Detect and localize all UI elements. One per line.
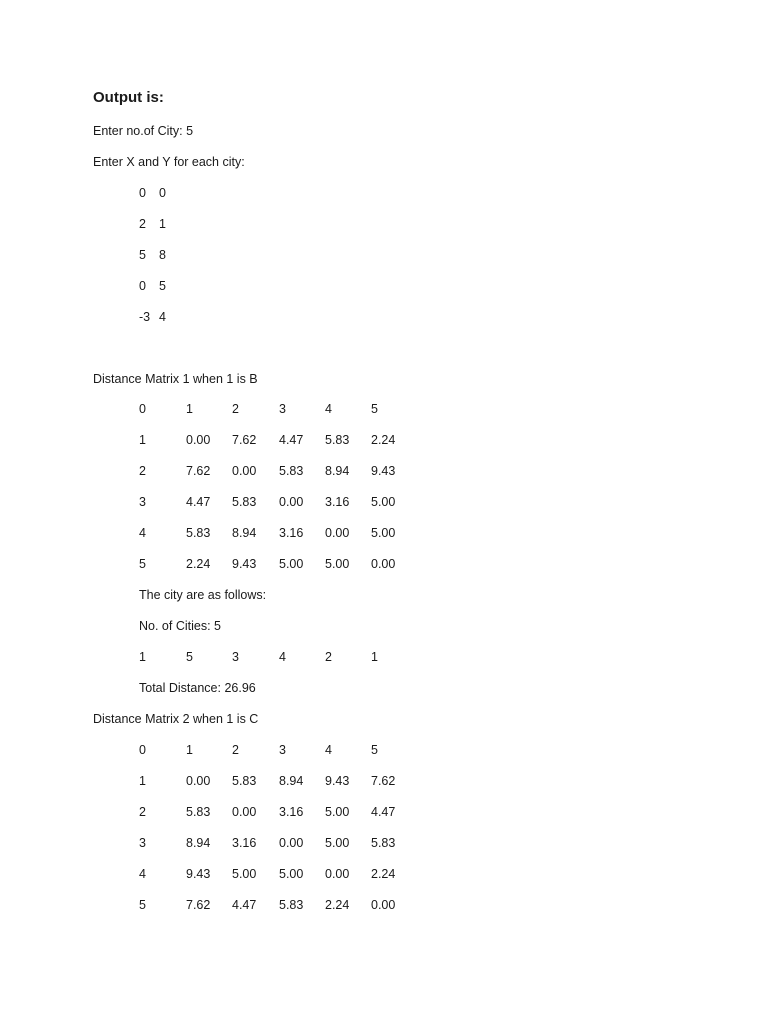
matrix-cell: 2.24 xyxy=(325,898,350,912)
coord-x: 0 xyxy=(139,186,146,200)
matrix-cell: 5.00 xyxy=(325,805,350,819)
matrix-cell: 0.00 xyxy=(371,898,396,912)
matrix-cell: 3 xyxy=(279,402,286,416)
matrix-cell: 0.00 xyxy=(325,867,350,881)
matrix-cell: 1 xyxy=(139,433,146,447)
route-city: 1 xyxy=(139,650,146,664)
matrix-cell: 3.16 xyxy=(232,836,257,850)
coord-y: 5 xyxy=(159,279,166,293)
matrix-cell: 5 xyxy=(371,743,378,757)
coord-y: 8 xyxy=(159,248,166,262)
matrix-cell: 4.47 xyxy=(279,433,304,447)
matrix-cell: 0.00 xyxy=(186,433,211,447)
matrix-cell: 5.83 xyxy=(232,774,257,788)
matrix-cell: 2 xyxy=(139,805,146,819)
matrix-cell: 1 xyxy=(186,743,193,757)
route-city: 2 xyxy=(325,650,332,664)
city-note: The city are as follows: xyxy=(139,588,267,602)
matrix-cell: 3 xyxy=(139,495,146,509)
matrix-cell: 5.00 xyxy=(325,836,350,850)
matrix-cell: 8.94 xyxy=(325,464,350,478)
matrix-cell: 7.62 xyxy=(186,898,211,912)
matrix-cell: 5.00 xyxy=(279,867,304,881)
matrix-cell: 0 xyxy=(139,743,146,757)
route-city: 4 xyxy=(279,650,286,664)
coord-x: -3 xyxy=(139,310,151,324)
coord-y: 4 xyxy=(159,310,166,324)
matrix-cell: 9.43 xyxy=(371,464,396,478)
matrix-cell: 5.83 xyxy=(371,836,396,850)
matrix-cell: 0.00 xyxy=(371,557,396,571)
matrix-cell: 2 xyxy=(232,743,239,757)
matrix-cell: 2 xyxy=(232,402,239,416)
matrix-cell: 2 xyxy=(139,464,146,478)
matrix-cell: 7.62 xyxy=(186,464,211,478)
prompt-cities: Enter no.of City: 5 xyxy=(93,124,194,138)
route-city: 1 xyxy=(371,650,378,664)
route-city: 3 xyxy=(232,650,239,664)
matrix-cell: 2.24 xyxy=(371,867,396,881)
matrix-cell: 5 xyxy=(371,402,378,416)
matrix-cell: 5.83 xyxy=(325,433,350,447)
matrix-cell: 9.43 xyxy=(325,774,350,788)
matrix-cell: 3 xyxy=(139,836,146,850)
matrix-cell: 0.00 xyxy=(232,464,257,478)
coord-x: 5 xyxy=(139,248,146,262)
matrix-cell: 9.43 xyxy=(186,867,211,881)
matrix-cell: 4 xyxy=(325,402,332,416)
matrix-cell: 4.47 xyxy=(232,898,257,912)
coord-x: 2 xyxy=(139,217,146,231)
matrix-cell: 7.62 xyxy=(371,774,396,788)
matrix1-title: Distance Matrix 1 when 1 is B xyxy=(93,372,258,386)
matrix-cell: 0.00 xyxy=(279,495,304,509)
matrix-cell: 0 xyxy=(139,402,146,416)
matrix-cell: 8.94 xyxy=(232,526,257,540)
matrix-cell: 2.24 xyxy=(186,557,211,571)
matrix-cell: 9.43 xyxy=(232,557,257,571)
matrix-cell: 3.16 xyxy=(325,495,350,509)
output-heading: Output is: xyxy=(93,89,164,106)
matrix-cell: 5.00 xyxy=(371,526,396,540)
matrix-cell: 5.83 xyxy=(279,464,304,478)
matrix-cell: 2.24 xyxy=(371,433,396,447)
matrix-cell: 5.83 xyxy=(186,526,211,540)
matrix-cell: 3.16 xyxy=(279,805,304,819)
matrix-cell: 7.62 xyxy=(232,433,257,447)
matrix-cell: 4 xyxy=(325,743,332,757)
coord-x: 0 xyxy=(139,279,146,293)
matrix2-title: Distance Matrix 2 when 1 is C xyxy=(93,712,259,726)
matrix-cell: 0.00 xyxy=(186,774,211,788)
matrix-cell: 0.00 xyxy=(279,836,304,850)
num-cities: No. of Cities: 5 xyxy=(139,619,221,633)
matrix-cell: 3.16 xyxy=(279,526,304,540)
matrix-cell: 3 xyxy=(279,743,286,757)
matrix-cell: 5.83 xyxy=(232,495,257,509)
matrix-cell: 5.00 xyxy=(279,557,304,571)
matrix-cell: 1 xyxy=(139,774,146,788)
matrix-cell: 5.83 xyxy=(279,898,304,912)
matrix-cell: 4 xyxy=(139,867,146,881)
prompt-xy: Enter X and Y for each city: xyxy=(93,155,245,169)
matrix-cell: 4.47 xyxy=(371,805,396,819)
matrix-cell: 8.94 xyxy=(279,774,304,788)
matrix-cell: 0.00 xyxy=(232,805,257,819)
matrix-cell: 5.00 xyxy=(371,495,396,509)
matrix-cell: 0.00 xyxy=(325,526,350,540)
total-distance: Total Distance: 26.96 xyxy=(139,681,256,695)
route-city: 5 xyxy=(186,650,193,664)
matrix-cell: 5 xyxy=(139,898,146,912)
matrix-cell: 4.47 xyxy=(186,495,211,509)
matrix-cell: 1 xyxy=(186,402,193,416)
matrix-cell: 5.00 xyxy=(325,557,350,571)
coord-y: 1 xyxy=(159,217,166,231)
matrix-cell: 4 xyxy=(139,526,146,540)
matrix-cell: 5.83 xyxy=(186,805,211,819)
matrix-cell: 8.94 xyxy=(186,836,211,850)
matrix-cell: 5 xyxy=(139,557,146,571)
matrix-cell: 5.00 xyxy=(232,867,257,881)
coord-y: 0 xyxy=(159,186,166,200)
